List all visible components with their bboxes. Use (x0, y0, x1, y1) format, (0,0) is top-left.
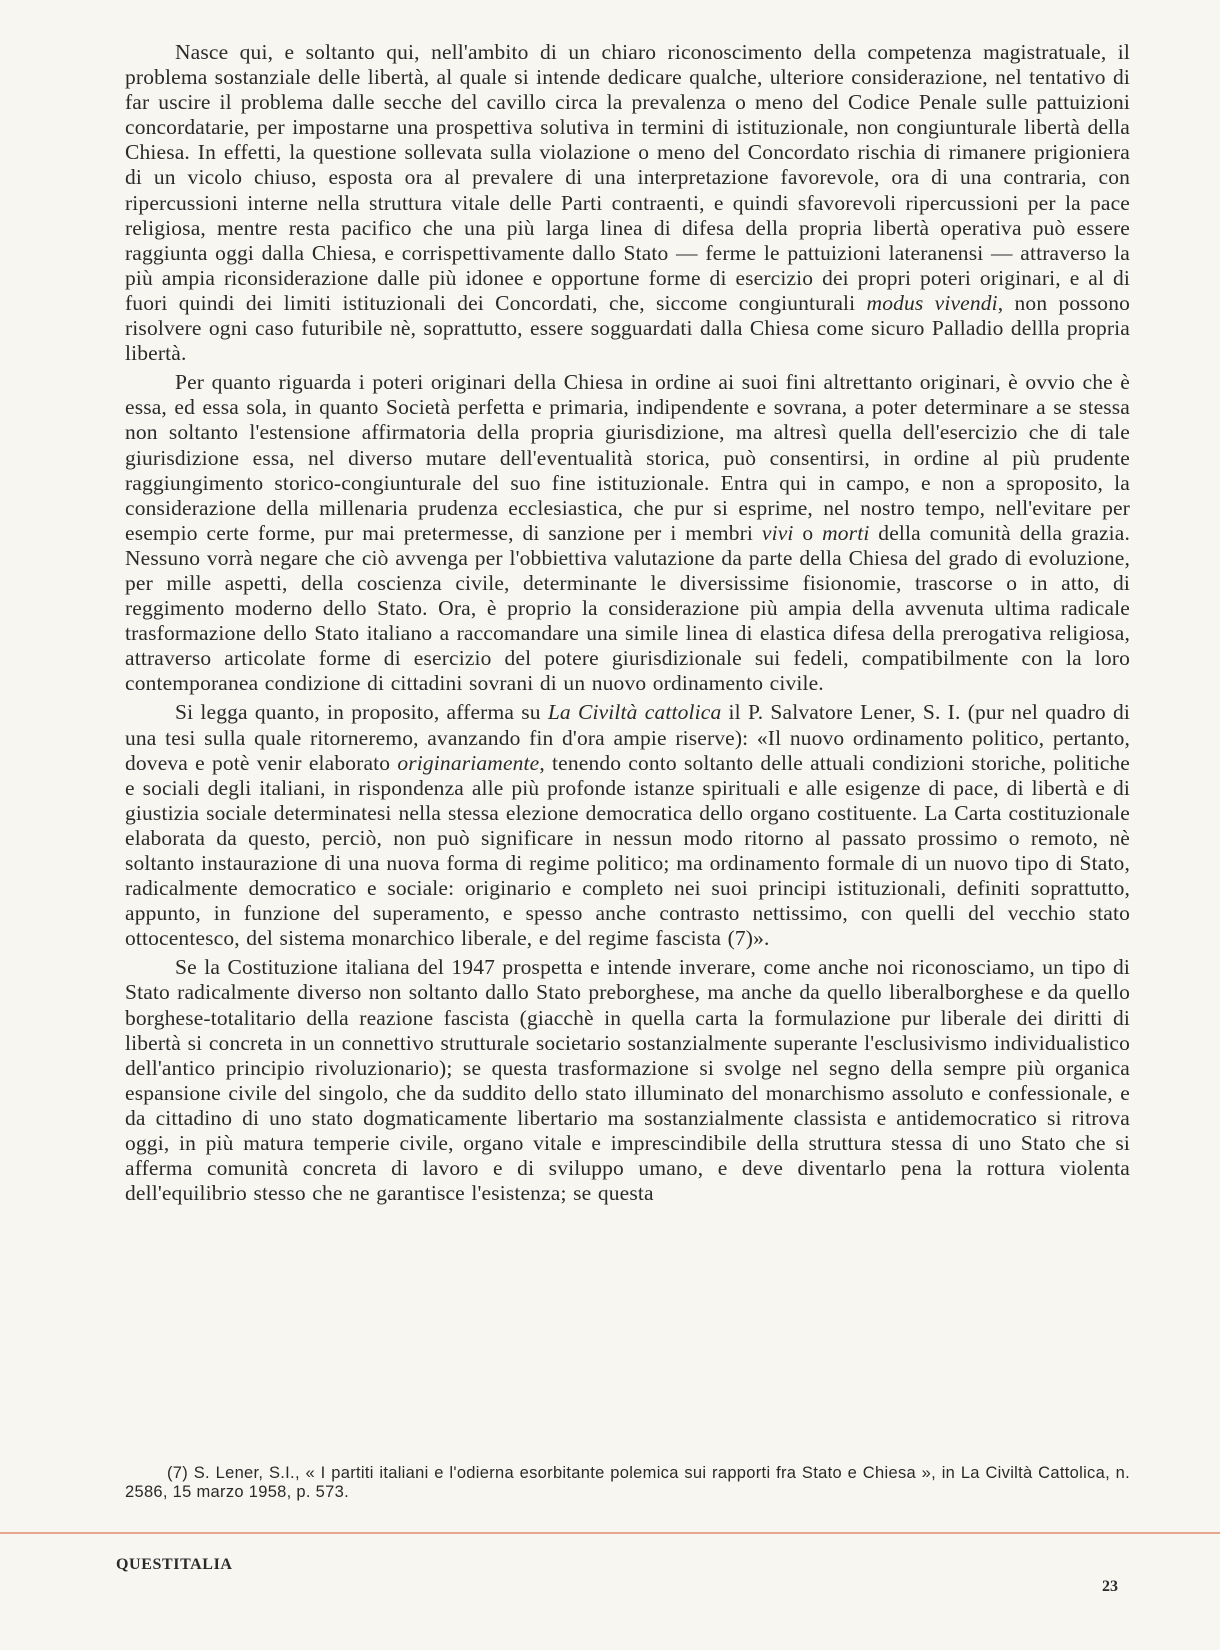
paragraph-text: Se la Costituzione italiana del 1947 prospetta e intende inverare, come anche noi riconosciamo, un tipo di Stato radicalmente diverso non soltanto dallo Stato preborghese, ma anche da quello liberalborghese e da quello borghese-totalitario della reazione fascista (giacchè in quella carta la formulazione pur liberale dei diritti di libertà si concreta in un connettivo strutturale societario sostanzialmente superante l'esclusivismo individualistico dell'antico principio rivoluzionario); se questa trasformazione si svolge nel segno della sempre più organica espansione civile del singolo, che da suddito dello stato illuminato del monarchismo assoluto e confessionale, e da cittadino di uno stato dogmaticamente libertario ma sostanzialmente classista e antidemocratico si ritrova oggi, in più matura temperie civile, organo vitale e imprescindibile della struttura stessa di uno Stato che si afferma comunità concreta di lavoro e di sviluppo umano, e deve diventarlo pena la rottura violenta dell'equilibrio stesso che ne garantisce l'esistenza; se questa (125, 955, 1130, 1206)
italic-word: morti (822, 520, 870, 545)
paragraph-text: Per quanto riguarda i poteri originari della Chiesa in ordine ai suoi fini altrettanto originari, è ovvio che è essa, ed essa sola, in quanto Società perfetta e primaria, indipendente e sovrana, a poter determinare a se stessa non soltanto l'estensione affirmatoria della propria giurisdizione, ma altresì quella dell'esercizio che di tale giurisdizione essa, nel diverso mutare dell'eventualità storica, può consentirsi, in ordine al più prudente raggiungimento storico-congiunturale del suo fine istituzionale. Entra qui in campo, e non a sproposito, la considerazione della millenaria prudenza ecclesiastica, che pur si esprime, nel nostro tempo, nell'evitare per esempio certe forme, pur mai pretermesse, di sanzione per i membri (125, 370, 1130, 545)
paragraph-text: , non possono risolvere ogni caso futuribile nè, soprattutto, essere sogguardati dalla Chiesa come sicuro Palladio dellla propria libertà. (125, 290, 1130, 366)
article-body (125, 40, 1130, 1206)
paragraph-text: il P. Salvatore Lener, S. I. (pur nel quadro di una tesi sulla quale ritorneremo, avanzando fin d'ora ampie riserve): «Il nuovo ordinamento politico, pertanto, doveva e potè venir elaborato (125, 700, 1131, 775)
paragraph-text: o (793, 520, 823, 545)
paragraph-text: della comunità della grazia. Nessuno vorrà negare che ciò avvenga per l'obbiettiva valutazione da parte della Chiesa del grado di evoluzione, per mille aspetti, della coscienza civile, determinante le diversissime fisionomie, trascorse o in atto, di reggimento moderno dello Stato. Ora, è proprio la considerazione più ampia della avvenuta ultima radicale trasformazione dello Stato italiano a raccomandare una simile linea di elastica difesa della prerogativa religiosa, attraverso articolate forme di esercizio del potere giurisdizionale sui fedeli, compatibilmente con la loro contemporanea condizione di cittadini sovrani di un nuovo ordinamento civile. (125, 520, 1130, 696)
paragraph-2 (125, 370, 1130, 696)
paragraph-text: Si legga quanto, in proposito, afferma su (175, 700, 548, 725)
footer-divider (0, 1532, 1220, 1534)
journal-title-italic: La Civiltà cattolica (547, 700, 722, 725)
paragraph-3 (125, 700, 1130, 951)
footnote (125, 1464, 1130, 1502)
paragraph-1 (125, 40, 1130, 366)
paragraph-text: Nasce qui, e soltanto qui, nell'ambito di un chiaro riconoscimento della competenza magistratuale, il problema sostanziale delle libertà, al quale si intende dedicare qualche, ulteriore considerazione, nel tentativo di far uscire il problema dalle secche del cavillo circa la prevalenza o meno del Codice Penale sulle pattuizioni concordatarie, per impostarne una prospettiva solutiva in termini di istituzionale, non congiunturale libertà della Chiesa. In effetti, la questione sollevata sulla violazione o meno del Concordato rischia di rimanere prigioniera di un vicolo chiuso, esposta ora al prevalere di una interpretazione favorevole, ora di una contraria, con ripercussioni interne nella struttura vitale delle Parti contraenti, e quindi sfavorevoli ripercussioni per la pace religiosa, mentre resta pacifico che una più larga linea di difesa della propria libertà operativa può essere raggiunta oggi dalla Chiesa, e corrispettivamente dallo Stato — ferme le pattuizioni lateranensi — attraverso la più ampia riconsiderazione dalle più idonee e opportune forme di esercizio dei propri poteri originari, e al di fuori quindi dei limiti istituzionali dei Concordati, che, siccome congiunturali (125, 40, 1130, 315)
footnote-text: (7) S. Lener, S.I., « I partiti italiani e l'odierna esorbitante polemica sui rapporti fra Stato e Chiesa », in La Civiltà Cattolica, n. 2586, 15 marzo 1958, p. 573. (125, 1464, 1130, 1501)
paragraph-text: , tenendo conto soltanto delle attuali condizioni storiche, politiche e sociali degli italiani, in rispondenza alle più profonde istanze spirituali e alle esigenze di pace, di libertà e di giustizia sociale determinatesi nella stessa elezione democratica dello organo costituente. La Carta costituzionale elaborata da questo, perciò, non può significare in nessun modo ritorno al passato prossimo o remoto, nè soltanto instaurazione di una nuova forma di regime politico; ma ordinamento formale di un nuovo tipo di Stato, radicalmente democratico e sociale: originario e completo nei suoi principi istituzionali, definiti soprattutto, appunto, in funzione del superamento, e spesso anche contrasto nettissimo, con quelli del vecchio stato ottocentesco, del sistema monarchico liberale, e del regime fascista (7)». (125, 750, 1130, 951)
italic-phrase: modus vivendi (866, 290, 998, 315)
journal-name: QUESTITALIA (116, 1556, 233, 1573)
paragraph-4 (125, 955, 1130, 1206)
page-number: 23 (1102, 1578, 1118, 1595)
italic-word: vivi (761, 520, 794, 545)
italic-word: originariamente (397, 750, 540, 775)
